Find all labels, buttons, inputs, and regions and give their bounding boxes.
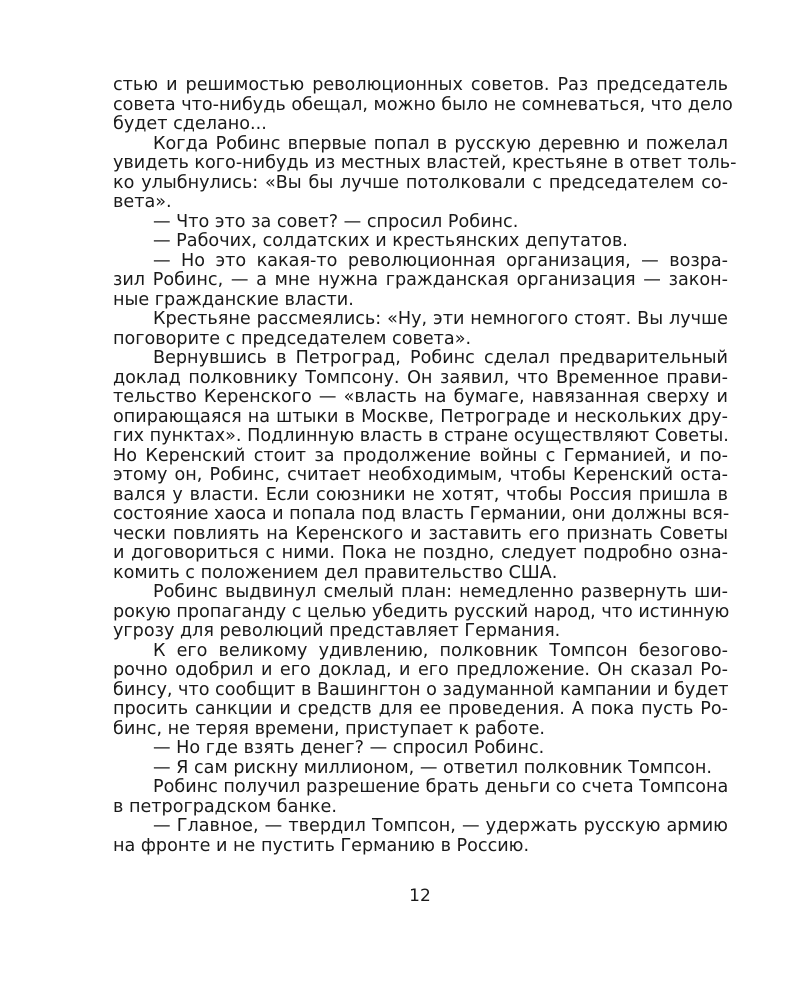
text-line: — Главное, — твердил Томпсон, — удержать русскую армию xyxy=(153,816,728,836)
text-line: ко улыбнулись: «Вы бы лучше потолковали с председателем со- xyxy=(113,172,728,193)
text-line: гих пунктах». Подлинную власть в стране осуществляют Советы. xyxy=(113,426,729,446)
text-line: Но Керенский стоит за продолжение войны с Германией, и по- xyxy=(113,445,728,466)
text-line: состояние хаоса и попала под власть Германии, они должны вся- xyxy=(113,504,730,524)
text-line: — Я сам рискну миллионом, — ответил полковник Томпсон. xyxy=(153,757,713,778)
text-line: Робинс выдвинул смелый план: немедленно развернуть ши- xyxy=(153,582,728,602)
text-line: ные гражданские власти. xyxy=(113,289,354,310)
text-line: опирающаяся на штыки в Москве, Петрограде и нескольких дру- xyxy=(113,406,728,427)
text-line: увидеть кого-нибудь из местных властей, крестьяне в ответ толь- xyxy=(113,153,737,173)
text-line: зил Робинс, — а мне нужна гражданская организация — закон- xyxy=(113,270,728,290)
text-line: Робинс получил разрешение брать деньги со счета Томпсона xyxy=(153,777,729,797)
text-line: комить с положением дел правительство США. xyxy=(113,562,558,583)
text-line: и договориться с ними. Пока не поздно, следует подробно озна- xyxy=(113,543,728,563)
text-line: просить санкции и средств для ее проведения. А пока пусть Ро- xyxy=(113,699,728,719)
text-line: угрозу для революций представляет Германия. xyxy=(113,621,561,641)
text-line: доклад полковнику Томпсону. Он заявил, что Временное прави- xyxy=(113,367,728,388)
page-number: 12 xyxy=(409,886,431,906)
text-line: Вернувшись в Петроград, Робинс сделал предварительный xyxy=(153,348,728,368)
text-line: этому он, Робинс, считает необходимым, чтобы Керенский оста- xyxy=(113,465,728,485)
text-line: в петроградском банке. xyxy=(113,796,337,817)
text-line: — Но это какая-то революционная организация, — возра- xyxy=(153,250,728,271)
page-body xyxy=(113,75,737,856)
text-line: — Рабочих, солдатских и крестьянских депутатов. xyxy=(153,231,628,251)
text-line: будет сделано... xyxy=(113,114,267,134)
text-line: рокую пропаганду с целью убедить русский народ, что истинную xyxy=(113,601,730,622)
text-line: — Но где взять денег? — спросил Робинс. xyxy=(153,738,545,758)
text-line: стью и решимостью революционных советов. Раз председатель xyxy=(113,75,728,95)
text-line: тельство Керенского — «власть на бумаге, навязанная сверху и xyxy=(113,387,728,407)
text-line: рочно одобрил и его доклад, и его предложение. Он сказал Ро- xyxy=(113,660,728,680)
text-line: Когда Робинс впервые попал в русскую деревню и пожелал xyxy=(153,133,728,154)
text-line: на фронте и не пустить Германию в Россию. xyxy=(113,835,530,856)
text-line: — Что это за совет? — спросил Робинс. xyxy=(153,211,519,232)
text-line: бинсу, что сообщит в Вашингтон о задуманной кампании и будет xyxy=(113,679,729,700)
text-line: К его великому удивлению, полковник Томпсон безогово- xyxy=(153,640,728,661)
text-line: чески повлиять на Керенского и заставить его признать Советы xyxy=(113,523,728,544)
text-line: совета что-нибудь обещал, можно было не сомневаться, что дело xyxy=(113,94,733,115)
text-line: поговорите с председателем совета». xyxy=(113,328,472,349)
text-line: бинс, не теряя времени, приступает к работе. xyxy=(113,718,545,739)
text-line: вался у власти. Если союзники не хотят, чтобы Россия пришла в xyxy=(113,484,728,505)
text-line: Крестьяне рассмеялись: «Ну, эти немногого стоят. Вы лучше xyxy=(153,309,728,329)
text-line: вета». xyxy=(113,192,172,212)
